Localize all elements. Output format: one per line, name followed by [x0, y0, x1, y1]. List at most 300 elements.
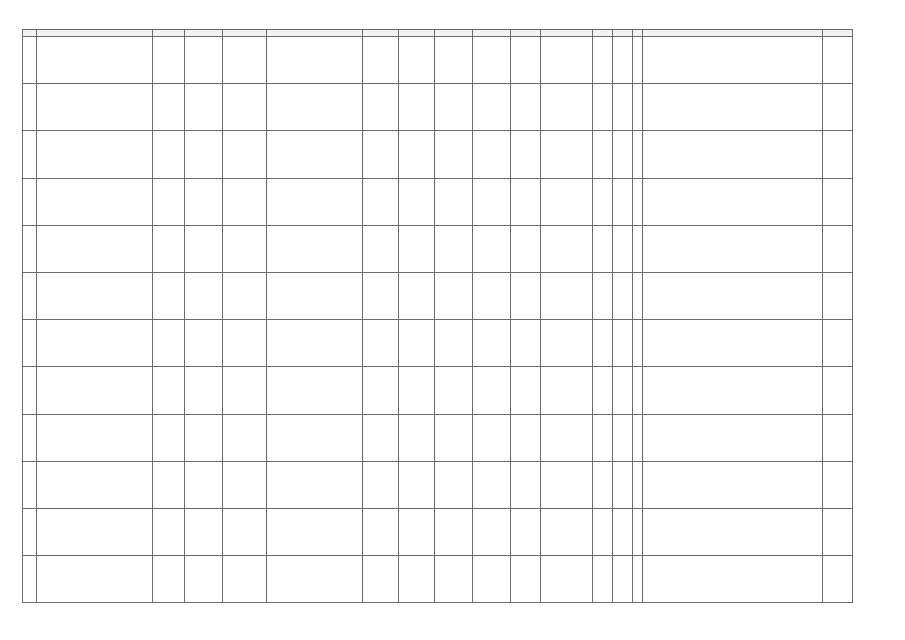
cell-value [363, 484, 398, 486]
table-cell [613, 225, 633, 272]
cell-value [23, 389, 36, 391]
table-cell [823, 84, 853, 131]
table-cell [593, 178, 613, 225]
cell-value [363, 437, 398, 439]
cell-value [37, 59, 152, 61]
table-cell [823, 367, 853, 414]
table-cell [363, 37, 399, 84]
column-header-label [153, 32, 184, 34]
table-cell [267, 320, 363, 367]
column-header-label [267, 32, 362, 34]
cell-value [37, 106, 152, 108]
table-cell [643, 461, 823, 508]
table-cell [37, 225, 153, 272]
cell-value [399, 437, 434, 439]
cell-value [593, 59, 612, 61]
table-cell [399, 508, 435, 555]
table-cell [593, 556, 613, 603]
table-cell [23, 84, 37, 131]
cell-value [185, 59, 222, 61]
table-cell [23, 508, 37, 555]
cell-value [541, 342, 592, 344]
table-cell [633, 414, 643, 461]
table-cell [363, 178, 399, 225]
table-cell [633, 37, 643, 84]
cell-value [185, 153, 222, 155]
cell-value [363, 389, 398, 391]
cell-value [473, 578, 510, 580]
cell-value [399, 389, 434, 391]
table-cell [473, 556, 511, 603]
cell-value [613, 484, 632, 486]
cell-value [153, 389, 184, 391]
cell-value [37, 578, 152, 580]
cell-value [435, 295, 472, 297]
cell-value [511, 578, 540, 580]
cell-value [185, 389, 222, 391]
cell-value [267, 153, 362, 155]
cell-value [473, 389, 510, 391]
table-cell [185, 320, 223, 367]
table-cell [823, 556, 853, 603]
table-cell [593, 131, 613, 178]
document-page [22, 29, 852, 603]
table-cell [643, 84, 823, 131]
table-cell [633, 508, 643, 555]
cell-value [643, 106, 822, 108]
table-cell [23, 131, 37, 178]
table-cell [23, 320, 37, 367]
table-cell [435, 508, 473, 555]
cell-value [613, 389, 632, 391]
table-cell [153, 272, 185, 319]
cell-value [185, 248, 222, 250]
table-cell [541, 272, 593, 319]
cell-value [435, 153, 472, 155]
table-cell [267, 414, 363, 461]
table-row [23, 37, 853, 84]
cell-value [23, 201, 36, 203]
table-cell [541, 556, 593, 603]
cell-value [267, 342, 362, 344]
cell-value [185, 295, 222, 297]
cell-value [223, 248, 266, 250]
cell-value [473, 248, 510, 250]
cell-value [541, 248, 592, 250]
column-header [511, 30, 541, 37]
table-cell [473, 272, 511, 319]
table-cell [473, 461, 511, 508]
cell-value [541, 59, 592, 61]
table-cell [185, 272, 223, 319]
table-cell [541, 131, 593, 178]
cell-value [613, 437, 632, 439]
cell-value [37, 201, 152, 203]
cell-value [223, 106, 266, 108]
cell-value [613, 531, 632, 533]
cell-value [23, 437, 36, 439]
table-cell [613, 272, 633, 319]
cell-value [541, 295, 592, 297]
table-cell [37, 131, 153, 178]
table-row [23, 414, 853, 461]
cell-value [613, 248, 632, 250]
cell-value [435, 484, 472, 486]
table-cell [23, 461, 37, 508]
cell-value [823, 153, 852, 155]
cell-value [643, 342, 822, 344]
table-cell [511, 84, 541, 131]
table-cell [823, 320, 853, 367]
column-header-label [223, 32, 266, 34]
cell-value [541, 578, 592, 580]
table-cell [511, 367, 541, 414]
cell-value [185, 578, 222, 580]
table-cell [37, 84, 153, 131]
table-cell [435, 178, 473, 225]
cell-value [399, 59, 434, 61]
column-header-label [613, 32, 632, 34]
cell-value [185, 531, 222, 533]
cell-value [823, 342, 852, 344]
cell-value [643, 531, 822, 533]
column-header [473, 30, 511, 37]
cell-value [37, 248, 152, 250]
cell-value [823, 59, 852, 61]
column-header-label [633, 32, 642, 34]
cell-value [633, 342, 642, 344]
table-cell [473, 37, 511, 84]
cell-value [153, 59, 184, 61]
cell-value [153, 153, 184, 155]
cell-value [363, 531, 398, 533]
table-cell [223, 461, 267, 508]
table-cell [399, 178, 435, 225]
table-cell [613, 84, 633, 131]
table-cell [643, 37, 823, 84]
table-cell [823, 131, 853, 178]
cell-value [593, 342, 612, 344]
column-header [823, 30, 853, 37]
cell-value [593, 484, 612, 486]
table-cell [473, 178, 511, 225]
cell-value [153, 295, 184, 297]
table-cell [633, 556, 643, 603]
cell-value [643, 437, 822, 439]
table-cell [593, 461, 613, 508]
cell-value [613, 578, 632, 580]
table-cell [37, 556, 153, 603]
cell-value [435, 248, 472, 250]
cell-value [593, 295, 612, 297]
table-row [23, 178, 853, 225]
cell-value [267, 295, 362, 297]
table-cell [223, 320, 267, 367]
cell-value [435, 201, 472, 203]
table-cell [541, 508, 593, 555]
column-header [223, 30, 267, 37]
table-cell [435, 556, 473, 603]
column-header [633, 30, 643, 37]
column-header-label [541, 32, 592, 34]
table-cell [643, 414, 823, 461]
cell-value [435, 578, 472, 580]
table-cell [435, 37, 473, 84]
cell-value [399, 531, 434, 533]
cell-value [399, 106, 434, 108]
cell-value [823, 578, 852, 580]
cell-value [541, 201, 592, 203]
cell-value [267, 59, 362, 61]
cell-value [593, 106, 612, 108]
table-cell [185, 508, 223, 555]
table-cell [633, 272, 643, 319]
table-cell [267, 178, 363, 225]
table-cell [541, 414, 593, 461]
cell-value [593, 531, 612, 533]
cell-value [541, 531, 592, 533]
table-cell [643, 178, 823, 225]
table-cell [593, 272, 613, 319]
cell-value [185, 484, 222, 486]
cell-value [435, 342, 472, 344]
cell-value [399, 578, 434, 580]
cell-value [223, 59, 266, 61]
table-cell [399, 461, 435, 508]
table-cell [613, 320, 633, 367]
cell-value [23, 578, 36, 580]
cell-value [223, 295, 266, 297]
cell-value [473, 484, 510, 486]
table-cell [511, 414, 541, 461]
cell-value [511, 484, 540, 486]
column-header [363, 30, 399, 37]
table-cell [185, 84, 223, 131]
column-header [267, 30, 363, 37]
table-cell [643, 556, 823, 603]
cell-value [267, 578, 362, 580]
table-cell [435, 225, 473, 272]
cell-value [643, 389, 822, 391]
table-cell [223, 272, 267, 319]
cell-value [593, 578, 612, 580]
table-cell [643, 367, 823, 414]
table-cell [185, 225, 223, 272]
table-cell [363, 225, 399, 272]
table-cell [593, 225, 613, 272]
table-cell [153, 84, 185, 131]
cell-value [185, 342, 222, 344]
cell-value [511, 531, 540, 533]
table-cell [267, 367, 363, 414]
cell-value [267, 484, 362, 486]
table-cell [363, 508, 399, 555]
table-cell [267, 37, 363, 84]
table-cell [473, 508, 511, 555]
table-cell [435, 131, 473, 178]
cell-value [613, 342, 632, 344]
cell-value [435, 531, 472, 533]
table-cell [153, 37, 185, 84]
table-cell [23, 367, 37, 414]
cell-value [37, 295, 152, 297]
table-cell [23, 414, 37, 461]
table-cell [613, 414, 633, 461]
table-cell [23, 178, 37, 225]
table-cell [399, 37, 435, 84]
table-cell [185, 178, 223, 225]
table-cell [37, 272, 153, 319]
cell-value [267, 437, 362, 439]
column-header [593, 30, 613, 37]
table-cell [435, 272, 473, 319]
cell-value [37, 389, 152, 391]
table-cell [473, 225, 511, 272]
table-cell [363, 272, 399, 319]
column-header-label [185, 32, 222, 34]
column-header [23, 30, 37, 37]
cell-value [435, 437, 472, 439]
table-row [23, 367, 853, 414]
table-cell [363, 556, 399, 603]
cell-value [23, 153, 36, 155]
table-body [23, 37, 853, 603]
table-row [23, 508, 853, 555]
table-cell [267, 84, 363, 131]
table-cell [223, 556, 267, 603]
table-cell [633, 84, 643, 131]
table-cell [399, 84, 435, 131]
column-header [541, 30, 593, 37]
table-cell [223, 84, 267, 131]
table-cell [153, 461, 185, 508]
table-cell [399, 367, 435, 414]
cell-value [613, 59, 632, 61]
cell-value [613, 295, 632, 297]
cell-value [473, 201, 510, 203]
cell-value [363, 295, 398, 297]
table-cell [435, 367, 473, 414]
table-cell [399, 225, 435, 272]
cell-value [643, 295, 822, 297]
column-header-label [37, 32, 152, 34]
table-cell [23, 556, 37, 603]
table-cell [823, 508, 853, 555]
table-cell [153, 131, 185, 178]
table-cell [633, 367, 643, 414]
column-header-label [363, 32, 398, 34]
table-row [23, 461, 853, 508]
table-header-row [23, 30, 853, 37]
table-row [23, 272, 853, 319]
cell-value [37, 484, 152, 486]
table-cell [153, 320, 185, 367]
table-row [23, 84, 853, 131]
table-cell [37, 37, 153, 84]
table-cell [223, 225, 267, 272]
table-cell [511, 556, 541, 603]
table-cell [613, 131, 633, 178]
cell-value [823, 437, 852, 439]
cell-value [511, 201, 540, 203]
column-header-label [473, 32, 510, 34]
column-header [37, 30, 153, 37]
cell-value [473, 106, 510, 108]
cell-value [633, 106, 642, 108]
table-cell [399, 272, 435, 319]
cell-value [363, 59, 398, 61]
cell-value [511, 437, 540, 439]
table-cell [593, 37, 613, 84]
cell-value [511, 106, 540, 108]
cell-value [643, 484, 822, 486]
cell-value [633, 201, 642, 203]
table-cell [37, 508, 153, 555]
cell-value [185, 437, 222, 439]
table-cell [633, 131, 643, 178]
table-cell [541, 225, 593, 272]
table-cell [823, 37, 853, 84]
table-cell [473, 84, 511, 131]
cell-value [223, 153, 266, 155]
cell-value [643, 153, 822, 155]
cell-value [399, 484, 434, 486]
cell-value [593, 437, 612, 439]
cell-value [37, 531, 152, 533]
cell-value [473, 531, 510, 533]
cell-value [153, 342, 184, 344]
cell-value [267, 248, 362, 250]
table-cell [643, 320, 823, 367]
table-row [23, 225, 853, 272]
cell-value [633, 153, 642, 155]
table-cell [643, 508, 823, 555]
cell-value [593, 248, 612, 250]
table-cell [399, 131, 435, 178]
table-cell [267, 461, 363, 508]
table-cell [153, 178, 185, 225]
cell-value [541, 389, 592, 391]
column-header [435, 30, 473, 37]
cell-value [363, 578, 398, 580]
cell-value [185, 201, 222, 203]
cell-value [223, 201, 266, 203]
cell-value [473, 59, 510, 61]
table-cell [223, 131, 267, 178]
cell-value [823, 484, 852, 486]
cell-value [823, 531, 852, 533]
table-cell [23, 225, 37, 272]
cell-value [593, 201, 612, 203]
cell-value [23, 248, 36, 250]
table-cell [511, 131, 541, 178]
table-cell [267, 508, 363, 555]
cell-value [223, 389, 266, 391]
cell-value [153, 106, 184, 108]
column-header [643, 30, 823, 37]
register-table [22, 29, 853, 603]
table-cell [473, 320, 511, 367]
table-cell [435, 84, 473, 131]
table-cell [613, 37, 633, 84]
table-cell [363, 320, 399, 367]
cell-value [223, 437, 266, 439]
cell-value [153, 248, 184, 250]
cell-value [153, 531, 184, 533]
cell-value [267, 201, 362, 203]
table-cell [153, 367, 185, 414]
cell-value [823, 248, 852, 250]
